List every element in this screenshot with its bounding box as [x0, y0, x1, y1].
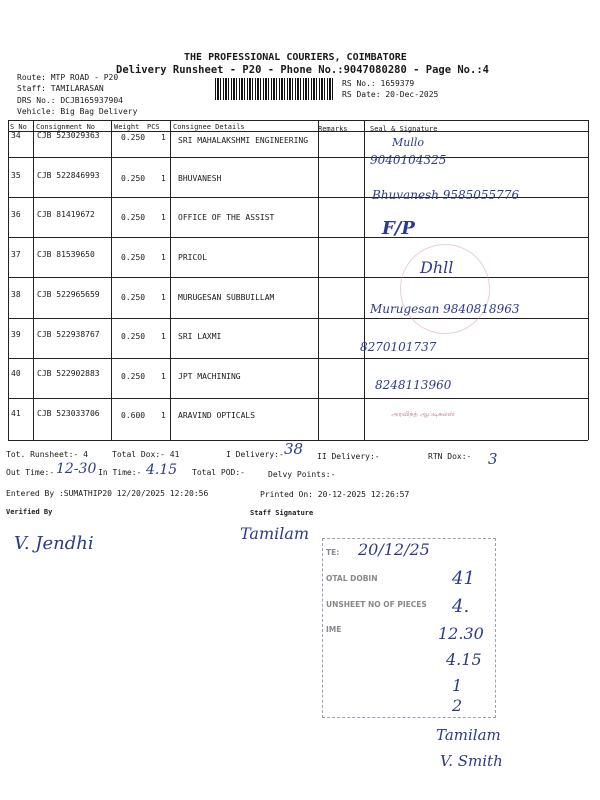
row-pcs: 1 — [161, 372, 166, 381]
row-sno: 40 — [11, 369, 21, 378]
staff-signature-label: Staff Signature — [250, 509, 314, 517]
stamp-out-value: 12.30 — [438, 624, 484, 643]
row-consignee: SRI MAHALAKSHMI ENGINEERING — [178, 136, 309, 145]
row-consignee: PRICOL — [178, 253, 207, 262]
col-consignee: Consignee Details — [173, 123, 245, 131]
drs-label: DRS No.: DCJB165937904 — [17, 96, 123, 105]
row-sno: 37 — [11, 250, 21, 259]
col-consignment: Consignment No — [36, 123, 96, 131]
row-consignment: CJB 522965659 — [37, 290, 100, 299]
vehicle-label: Vehicle: Big Bag Delivery — [17, 107, 138, 116]
row-consignment: CJB 522902883 — [37, 369, 100, 378]
runsheet-subtitle: Delivery Runsheet - P20 - Phone No.:9047080280 - Page No.:4 — [116, 64, 489, 76]
handwritten-phone: Murugesan 9840818963 — [370, 302, 520, 316]
rtn-dox-value: 3 — [488, 450, 498, 468]
in-time-value: 4.15 — [146, 462, 178, 478]
row-consignment: CJB 523033706 — [37, 409, 100, 418]
total-runsheet: Tot. Runsheet:- 4 — [6, 450, 88, 459]
row-sno: 36 — [11, 210, 21, 219]
handwritten-phone: Bhuvanesh 9585055776 — [372, 188, 520, 202]
stamp-signature-2: V. Smith — [440, 752, 503, 770]
col-pcs: PCS — [147, 123, 160, 131]
row-weight: 0.250 — [121, 293, 146, 302]
row-consignment: CJB 522938767 — [37, 330, 100, 339]
row-pcs: 1 — [161, 332, 166, 341]
row-sno: 34 — [11, 131, 21, 140]
verifier-signature: V. Jendhi — [14, 533, 94, 554]
col-weight: Weight — [114, 123, 140, 131]
rs-date: RS Date: 20-Dec-2025 — [342, 90, 439, 99]
in-time-label: In Time:- — [98, 468, 142, 477]
row-sno: 38 — [11, 290, 21, 299]
stamp-total-value: 41 — [452, 568, 475, 589]
company-title: THE PROFESSIONAL COURIERS, COIMBATORE — [184, 52, 407, 63]
handwritten-phone: 8270101737 — [360, 340, 437, 354]
total-dox: Total Dox:- 41 — [112, 450, 180, 459]
staff-signature-mark: Tamilam — [240, 524, 310, 543]
verified-by-label: Verified By — [6, 508, 53, 516]
row-sno: 39 — [11, 330, 21, 339]
ii-delivery-label: II Delivery:- — [317, 452, 380, 461]
row-pcs: 1 — [161, 213, 166, 222]
row-consignee: BHUVANESH — [178, 174, 222, 183]
stamp-date-label: TE: — [326, 548, 340, 557]
stamp-total-label: OTAL DOBIN — [326, 574, 378, 583]
row-weight: 0.250 — [121, 133, 146, 142]
delvy-points-label: Delvy Points:- — [268, 470, 336, 479]
stamp-2-value: 2 — [452, 696, 463, 715]
row-sno: 35 — [11, 171, 21, 180]
row-consignment: CJB 81539650 — [37, 250, 95, 259]
total-pod-label: Total POD:- — [192, 468, 245, 477]
row-pcs: 1 — [161, 133, 166, 142]
row-weight: 0.250 — [121, 372, 146, 381]
route-label: Route: MTP ROAD - P20 — [17, 73, 119, 82]
stamp-in-value: 4.15 — [446, 650, 482, 669]
row-pcs: 1 — [161, 253, 166, 262]
handwritten-remark: F/P — [382, 218, 415, 239]
stamp-sheet-label: UNSHEET NO OF PIECES — [326, 600, 427, 609]
row-consignment: CJB 523029363 — [37, 131, 100, 140]
row-consignee: OFFICE OF THE ASSIST — [178, 213, 275, 222]
row-pcs: 1 — [161, 411, 166, 420]
row-pcs: 1 — [161, 293, 166, 302]
row-consignee: ARAVIND OPTICALS — [178, 411, 256, 420]
rtn-dox-label: RTN Dox:- — [428, 452, 472, 461]
company-stamp: அரவிந்த் ஆப்டிகல்ஸ் — [391, 410, 455, 418]
i-delivery-label: I Delivery:- — [226, 450, 284, 459]
out-time-label: Out Time:- — [6, 468, 55, 477]
printed-on: Printed On: 20-12-2025 12:26:57 — [260, 490, 410, 499]
col-seal-signature: Seal & Signature — [370, 125, 438, 133]
row-weight: 0.250 — [121, 213, 146, 222]
col-sno: S No — [10, 123, 27, 131]
row-consignment: CJB 81419672 — [37, 210, 95, 219]
i-delivery-value: 38 — [284, 440, 304, 458]
row-sno: 41 — [11, 409, 21, 418]
row-weight: 0.250 — [121, 253, 146, 262]
signature-mark: Mullo — [392, 136, 425, 149]
row-consignee: JPT MACHINING — [178, 372, 241, 381]
row-weight: 0.250 — [121, 332, 146, 341]
handwritten-phone: 9040104325 — [370, 153, 447, 167]
out-time-value: 12-30 — [56, 461, 97, 477]
stamp-1-value: 1 — [452, 676, 463, 695]
barcode-image — [215, 78, 335, 100]
stamp-date-value: 20/12/25 — [358, 540, 430, 559]
entered-by: Entered By :SUMATHIP20 12/20/2025 12:20:56 — [6, 489, 209, 498]
row-pcs: 1 — [161, 174, 166, 183]
stamp-time-label: IME — [326, 625, 342, 634]
stamp-signature-1: Tamilam — [436, 726, 501, 744]
rs-number: RS No.: 1659379 — [342, 79, 415, 88]
row-consignee: MURUGESAN SUBBUILLAM — [178, 293, 275, 302]
handwritten-phone: 8248113960 — [375, 378, 452, 392]
staff-label: Staff: TAMILARASAN — [17, 84, 104, 93]
row-consignment: CJB 522846993 — [37, 171, 100, 180]
row-weight: 0.250 — [121, 174, 146, 183]
row-consignee: SRI LAXMI — [178, 332, 222, 341]
stamp-sheet-value: 4. — [452, 596, 470, 617]
col-remarks: Remarks — [318, 125, 348, 133]
signature-mark: Dhll — [420, 258, 454, 277]
row-weight: 0.600 — [121, 411, 146, 420]
